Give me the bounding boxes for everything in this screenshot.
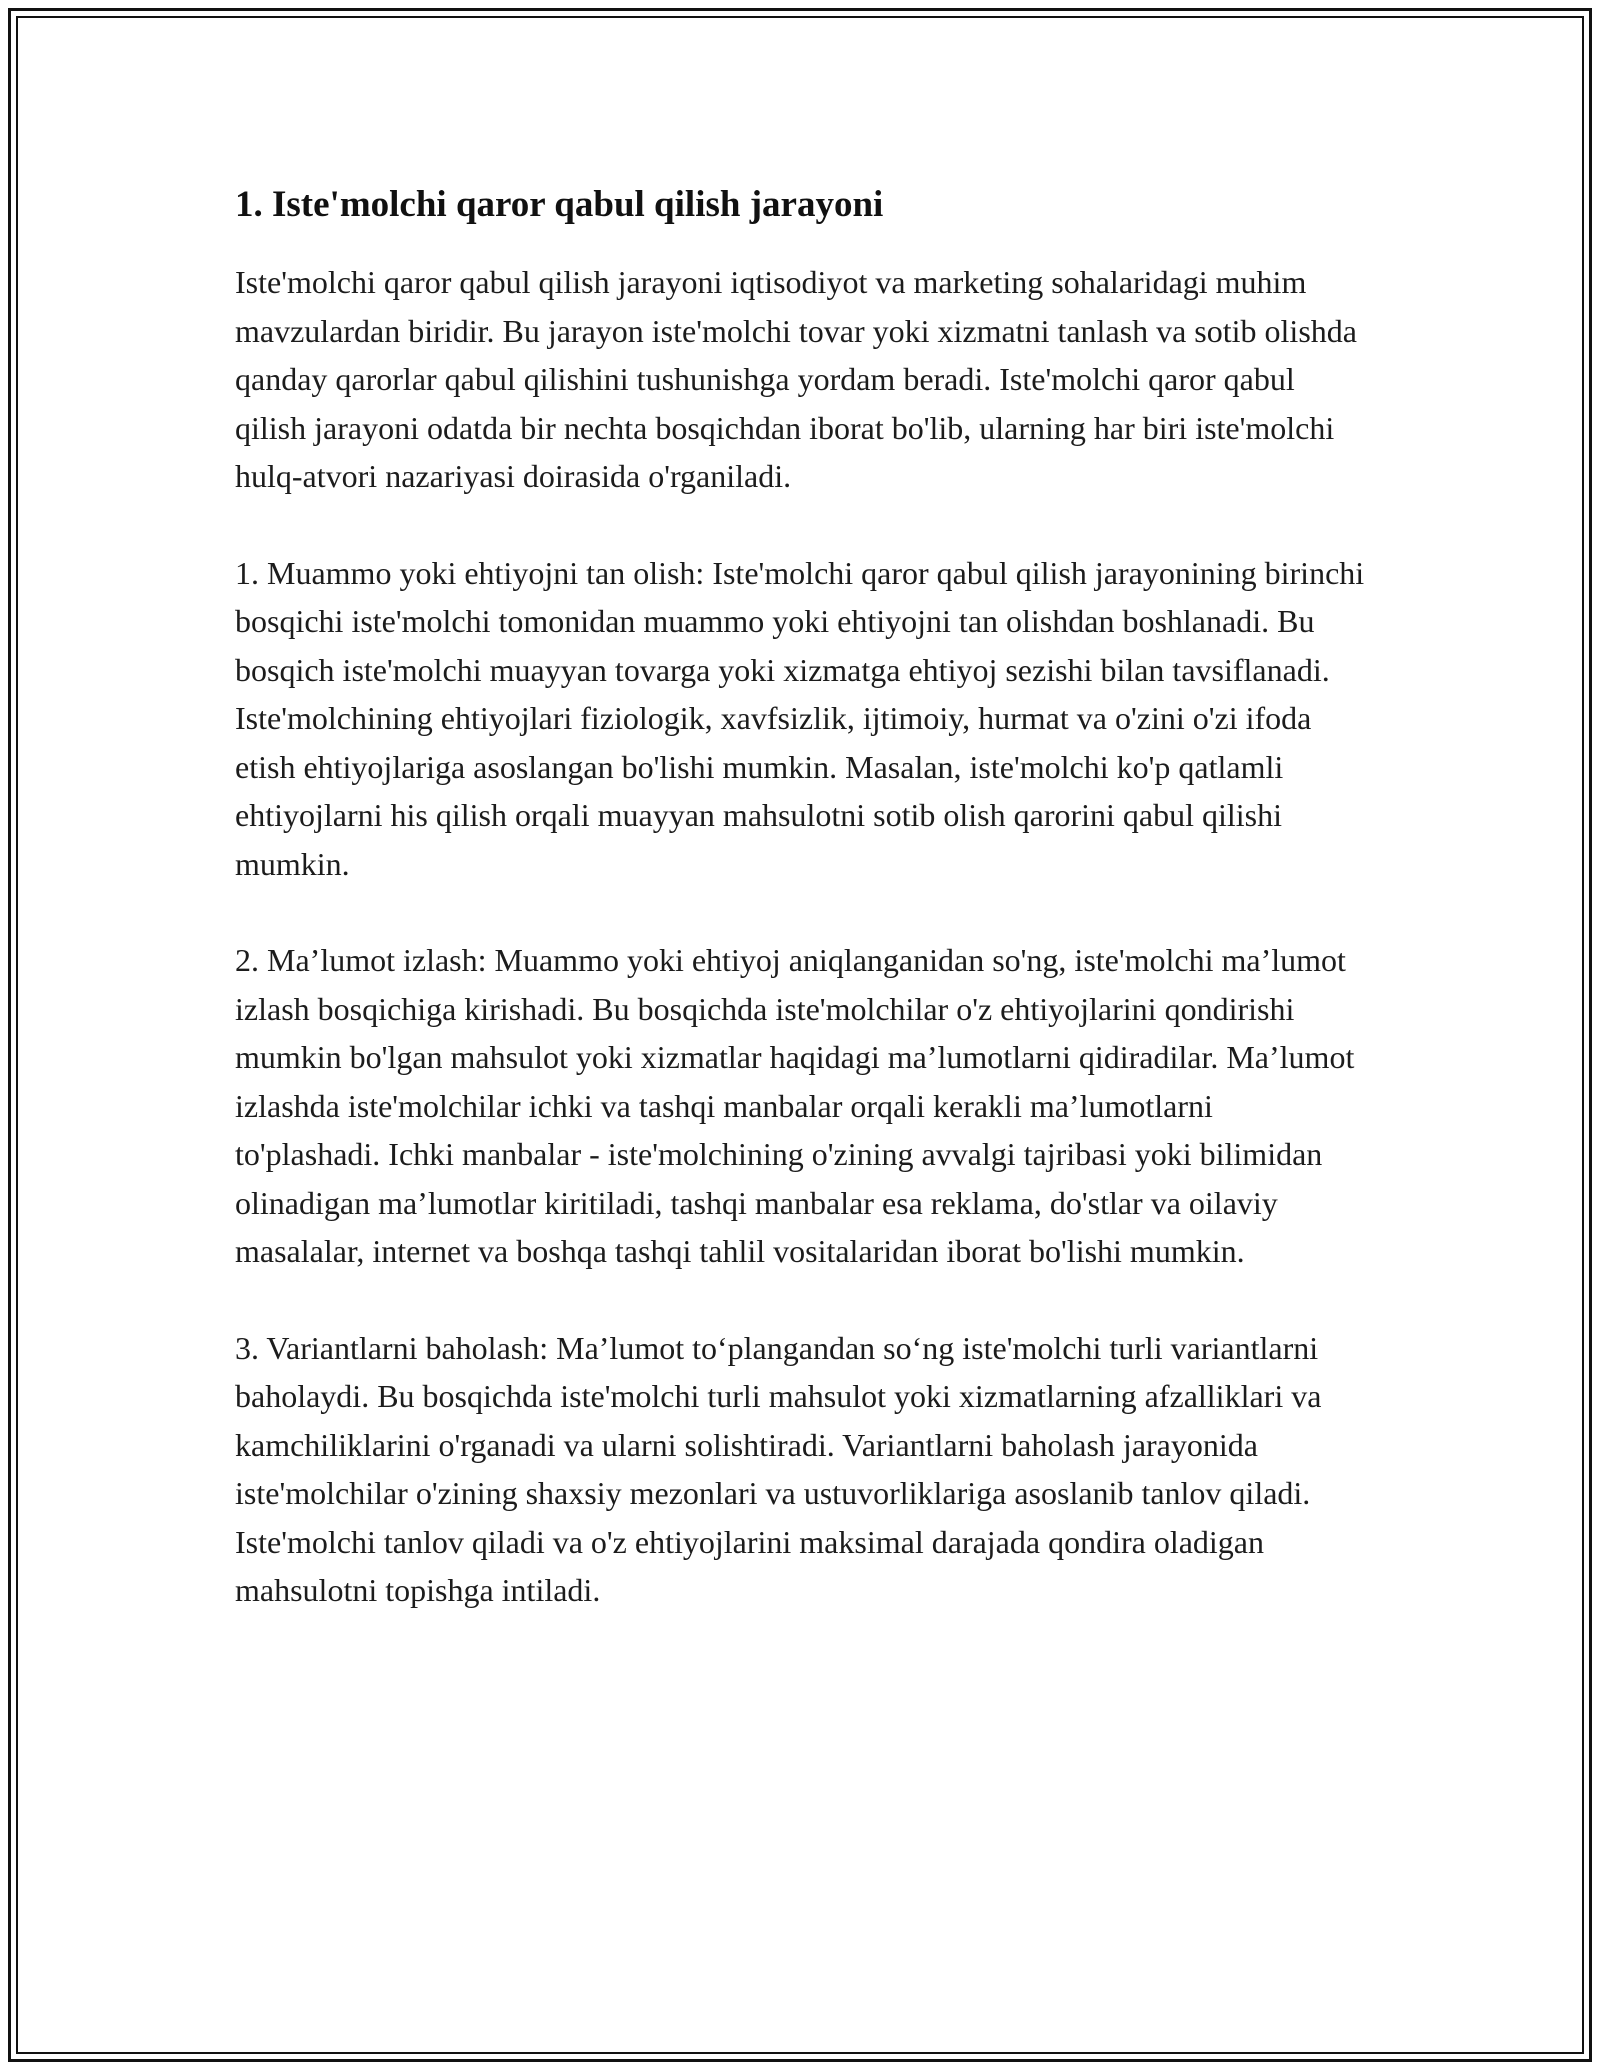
paragraph-intro: Iste'molchi qaror qabul qilish jarayoni iqtisodiyot va marketing sohalaridagi muhim mavzulardan biridir. Bu jarayon iste'molchi tovar yoki xizmatni tanlash va sotib olishda qanday qarorlar qabul qilishini tushunishga yordam beradi. Iste'molchi qaror qabul qilish jarayoni odatda bir nechta bosqichdan iborat bo'lib, ularning har biri iste'molchi hulq-atvori nazariyasi doirasida o'rganiladi.: [235, 264, 1357, 495]
page-title: 1. Iste'molchi qaror qabul qilish jarayoni: [235, 184, 884, 225]
document-body: [235, 182, 1365, 1663]
paragraph-stage-1: 1. Muammo yoki ehtiyojni tan olish: Iste'molchi qaror qabul qilish jarayonining birinchi bosqichi iste'molchi tomonidan muammo yoki ehtiyojni tan olishdan boshlanadi. Bu bosqich iste'molchi muayyan tovarga yoki xizmatga ehtiyoj sezishi bilan tavsiflanadi. Iste'molchining ehtiyojlari fiziologik, xavfsizlik, ijtimoiy, hurmat va o'zini o'zi ifoda etish ehtiyojlariga asoslangan bo'lishi mumkin. Masalan, iste'molchi ko'p qatlamli ehtiyojlarni his qilish orqali muayyan mahsulotni sotib olish qarorini qabul qilishi mumkin.: [235, 554, 1365, 882]
paragraph-stage-3: 3. Variantlarni baholash: Ma’lumot to‘plangandan so‘ng iste'molchi turli variantlarni baholaydi. Bu bosqichda iste'molchi turli mahsulot yoki xizmatlarning afzalliklari va kamchiliklarini o'rganadi va ularni solishtiradi. Variantlarni baholash jarayonida iste'molchilar o'zining shaxsiy mezonlari va ustuvorliklariga asoslanib tanlov qiladi. Iste'molchi tanlov qiladi va o'z ehtiyojlarini maksimal darajada qondira oladigan mahsulotni topishga intiladi.: [235, 1329, 1322, 1609]
paragraph-stage-2: 2. Ma’lumot izlash: Muammo yoki ehtiyoj aniqlanganidan so'ng, iste'molchi ma’lumot izlash bosqichiga kirishadi. Bu bosqichda iste'molchilar o'z ehtiyojlarini qondirishi mumkin bo'lgan mahsulot yoki xizmatlar haqidagi ma’lumotlarni qidiradilar. Ma’lumot izlashda iste'molchilar ichki va tashqi manbalar orqali kerakli ma’lumotlarni to'plashadi. Ichki manbalar - iste'molchining o'zining avvalgi tajribasi yoki bilimidan olinadigan ma’lumotlar kiritiladi, tashqi manbalar esa reklama, do'stlar va oilaviy masalalar, internet va boshqa tashqi tahlil vositalaridan iborat bo'lishi mumkin.: [235, 942, 1355, 1270]
